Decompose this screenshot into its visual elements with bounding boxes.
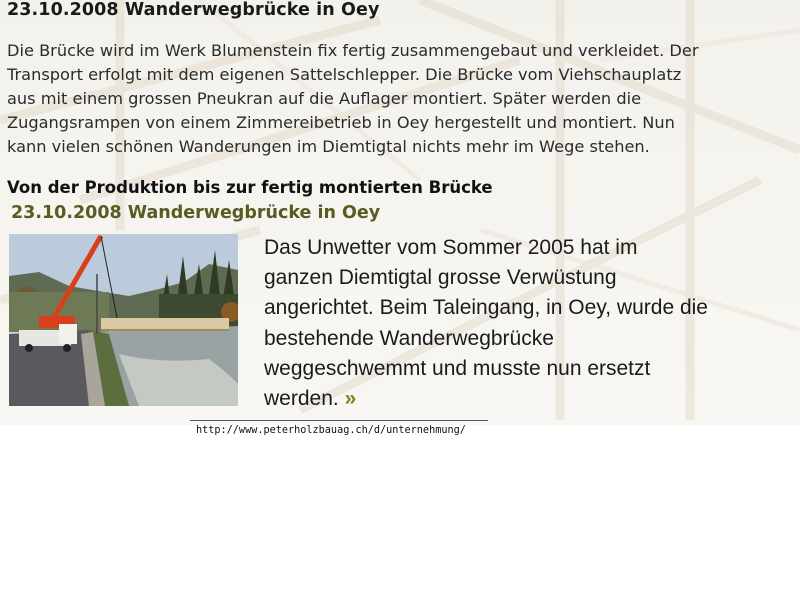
source-url-bar xyxy=(190,420,488,440)
read-more-link[interactable]: » xyxy=(344,387,357,411)
news-line: Das Unwetter vom Sommer 2005 hat im xyxy=(264,236,638,259)
article-body xyxy=(7,39,800,159)
news-line: angerichtet. Beim Taleingang, in Oey, wurde die xyxy=(264,296,708,320)
news-line: werden. xyxy=(264,387,339,411)
news-summary xyxy=(264,233,794,414)
article-title: 23.10.2008 Wanderwegbrücke in Oey xyxy=(7,0,380,20)
article-line: aus mit einem grossen Pneukran auf die Auflager montiert. Später werden die xyxy=(7,89,642,108)
article-line: Die Brücke wird im Werk Blumenstein fix fertig zusammengebaut und verkleidet. Der xyxy=(7,41,699,60)
news-line: ganzen Diemtigtal grosse Verwüstung xyxy=(264,266,617,290)
news-line-last xyxy=(264,384,794,414)
article-line: kann vielen schönen Wanderungen im Diemtigtal nichts mehr im Wege stehen. xyxy=(7,137,650,156)
section-heading: Von der Produktion bis zur fertig montierten Brücke xyxy=(7,178,493,197)
news-line: weggeschwemmt und musste nun ersetzt xyxy=(264,356,651,380)
bridge-crane-photo[interactable] xyxy=(9,234,238,406)
news-line: bestehende Wanderwegbrücke xyxy=(264,326,554,350)
article-line: Transport erfolgt mit dem eigenen Sattelschlepper. Die Brücke vom Viehschauplatz xyxy=(7,65,682,84)
news-title[interactable]: 23.10.2008 Wanderwegbrücke in Oey xyxy=(11,203,381,223)
article-line: Zugangsrampen von einem Zimmereibetrieb in Oey hergestellt und montiert. Nun xyxy=(7,113,675,132)
source-url[interactable]: http://www.peterholzbauag.ch/d/unternehmung/ xyxy=(196,425,466,436)
